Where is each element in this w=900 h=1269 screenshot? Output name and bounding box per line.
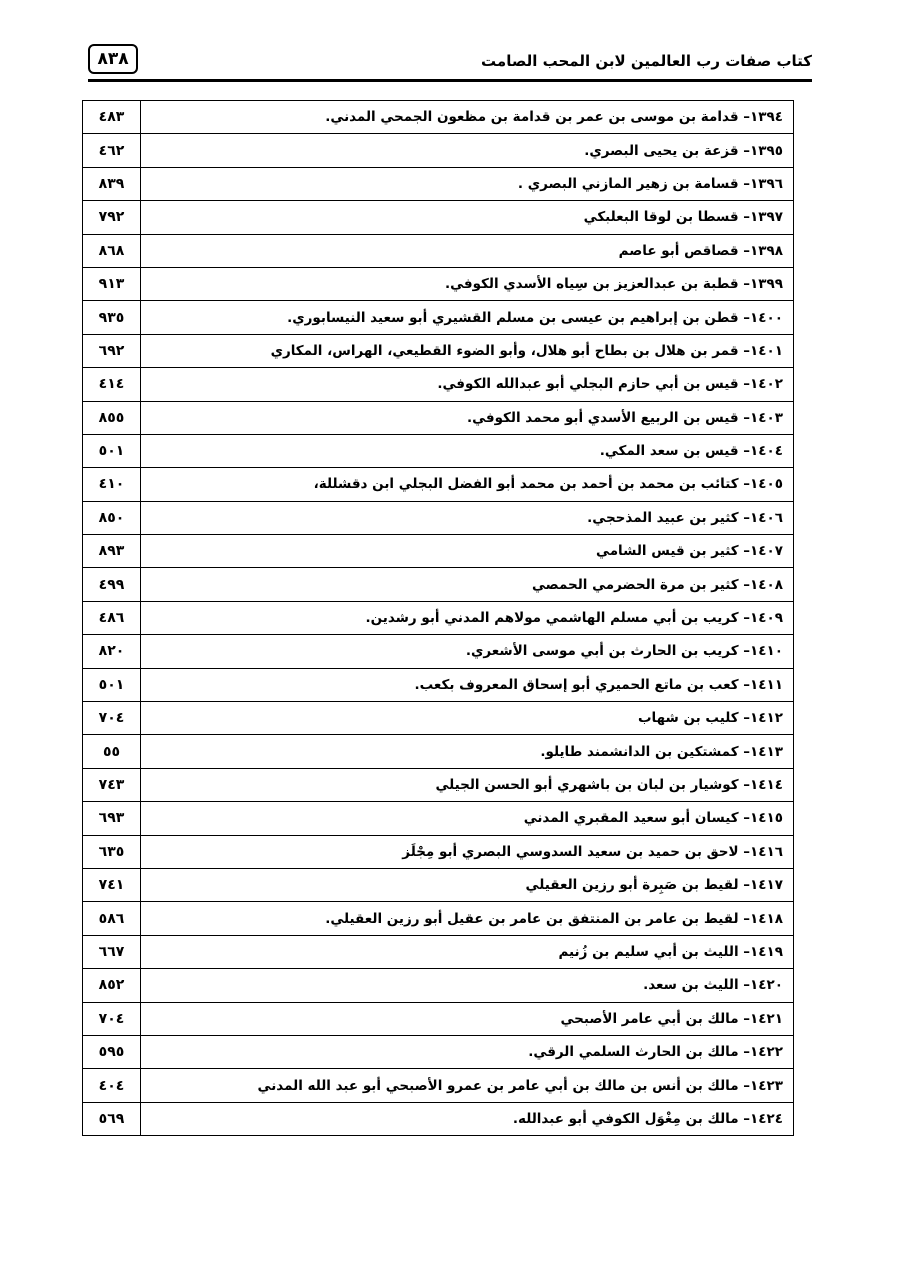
entry-name: ١٤١٢– كليب بن شهاب [141,702,794,735]
page-reference: ٥٦٩ [83,1102,141,1135]
page-number: ٨٣٨ [88,44,138,74]
entry-name: ١٤١٣– كمشتكين بن الدانشمند طايلو. [141,735,794,768]
table-row [83,434,794,467]
page-header [88,44,812,82]
table-row [83,568,794,601]
entry-name: ١٤١٨– لقيط بن عامر بن المنتفق بن عامر بن عقيل أبو رزين العقيلي. [141,902,794,935]
page-reference: ٨٥٥ [83,401,141,434]
table-row [83,668,794,701]
page-reference: ٥٠١ [83,434,141,467]
table-row [83,735,794,768]
table-row [83,167,794,200]
entry-name: ١٤١١– كعب بن ماتع الحميري أبو إسحاق المعروف بكعب. [141,668,794,701]
page-reference: ٨٦٨ [83,234,141,267]
table-row [83,601,794,634]
page-reference: ٧٩٢ [83,201,141,234]
table-row [83,401,794,434]
page-reference: ٥٠١ [83,668,141,701]
table-row [83,234,794,267]
entry-name: ١٤٠٤– قيس بن سعد المكي. [141,434,794,467]
entry-name: ١٤٠٠– قطن بن إبراهيم بن عيسى بن مسلم القشيري أبو سعيد النيسابوري. [141,301,794,334]
page-reference: ٩١٣ [83,267,141,300]
table-row [83,868,794,901]
page-reference: ٧٠٤ [83,1002,141,1035]
page-reference: ٨٣٩ [83,167,141,200]
table-row [83,768,794,801]
entry-name: ١٣٩٩– قطبة بن عبدالعزيز بن سِياه الأسدي الكوفي. [141,267,794,300]
entry-name: ١٣٩٤– قدامة بن موسى بن عمر بن قدامة بن مظعون الجمحي المدني. [141,101,794,134]
entry-name: ١٤١٦– لاحق بن حميد بن سعيد السدوسي البصري أبو مِجْلَز [141,835,794,868]
page-reference: ٧٠٤ [83,702,141,735]
page-reference: ٤٨٣ [83,101,141,134]
page-reference: ٦٣٥ [83,835,141,868]
entry-name: ١٣٩٥– قزعة بن يحيى البصري. [141,134,794,167]
page-reference: ٨٢٠ [83,635,141,668]
entry-name: ١٤١٥– كيسان أبو سعيد المقبري المدني [141,802,794,835]
entry-name: ١٤٠٢– قيس بن أبي حازم البجلي أبو عبدالله الكوفي. [141,368,794,401]
page-reference: ٥٨٦ [83,902,141,935]
entry-name: ١٤٢٣– مالك بن أنس بن مالك بن أبي عامر بن عمرو الأصبحي أبو عبد الله المدني [141,1069,794,1102]
table-row [83,969,794,1002]
entry-name: ١٤١٩– الليث بن أبي سليم بن زُنيم [141,935,794,968]
entry-name: ١٤٢٤– مالك بن مِغْوَل الكوفي أبو عبدالله. [141,1102,794,1135]
table-row [83,1002,794,1035]
table-row [83,368,794,401]
entry-name: ١٤٠٥– كتائب بن محمد بن أحمد بن محمد أبو الفضل البجلي ابن دقشللة، [141,468,794,501]
table-row [83,201,794,234]
page-reference: ٤٠٤ [83,1069,141,1102]
page-reference: ٧٤١ [83,868,141,901]
table-row [83,535,794,568]
entry-name: ١٣٩٧– قسطا بن لوقا البعلبكي [141,201,794,234]
table-row [83,1069,794,1102]
page-reference: ٧٤٣ [83,768,141,801]
page-reference: ٥٩٥ [83,1035,141,1068]
book-title: كتاب صفات رب العالمين لابن المحب الصامت [481,52,812,70]
entry-name: ١٤١٠– كريب بن الحارث بن أبي موسى الأشعري. [141,635,794,668]
index-table-body [83,101,794,1136]
table-row [83,468,794,501]
page-reference: ٦٩٣ [83,802,141,835]
entry-name: ١٤٠٧– كثير بن قيس الشامي [141,535,794,568]
entry-name: ١٤٢٢– مالك بن الحارث السلمي الرقي. [141,1035,794,1068]
entry-name: ١٤٢٠– الليث بن سعد. [141,969,794,1002]
table-row [83,134,794,167]
page-reference: ٦٩٢ [83,334,141,367]
table-row [83,1102,794,1135]
table-row [83,802,794,835]
page-reference: ٨٩٣ [83,535,141,568]
table-row [83,501,794,534]
page-reference: ٨٥٢ [83,969,141,1002]
entry-name: ١٤١٧– لقيط بن صَبِرة أبو رزين العقيلي [141,868,794,901]
table-row [83,635,794,668]
entry-name: ١٤١٤– كوشيار بن لبان بن باشهري أبو الحسن الجيلي [141,768,794,801]
page-reference: ٨٥٠ [83,501,141,534]
entry-name: ١٤٢١– مالك بن أبي عامر الأصبحي [141,1002,794,1035]
entry-name: ١٤٠٦– كثير بن عبيد المذحجي. [141,501,794,534]
table-row [83,902,794,935]
index-table [82,100,794,1136]
page-reference: ٩٣٥ [83,301,141,334]
page-reference: ٤٦٢ [83,134,141,167]
entry-name: ١٤٠٩– كريب بن أبي مسلم الهاشمي مولاهم المدني أبو رشدين. [141,601,794,634]
table-row [83,1035,794,1068]
entry-name: ١٤٠١– قمر بن هلال بن بطاح أبو هلال، وأبو الضوء القطيعي، الهراس، المكاري [141,334,794,367]
entry-name: ١٤٠٣– قيس بن الربيع الأسدي أبو محمد الكوفي. [141,401,794,434]
entry-name: ١٣٩٦– قسامة بن زهير المازني البصري . [141,167,794,200]
entry-name: ١٣٩٨– قصاقص أبو عاصم [141,234,794,267]
table-row [83,702,794,735]
table-row [83,334,794,367]
entry-name: ١٤٠٨– كثير بن مرة الحضرمي الحمصي [141,568,794,601]
table-row [83,935,794,968]
table-row [83,101,794,134]
table-row [83,301,794,334]
table-row [83,267,794,300]
page-reference: ٤٩٩ [83,568,141,601]
page-reference: ٥٥ [83,735,141,768]
page-reference: ٦٦٧ [83,935,141,968]
table-row [83,835,794,868]
page-reference: ٤١٠ [83,468,141,501]
page-reference: ٤١٤ [83,368,141,401]
page-reference: ٤٨٦ [83,601,141,634]
